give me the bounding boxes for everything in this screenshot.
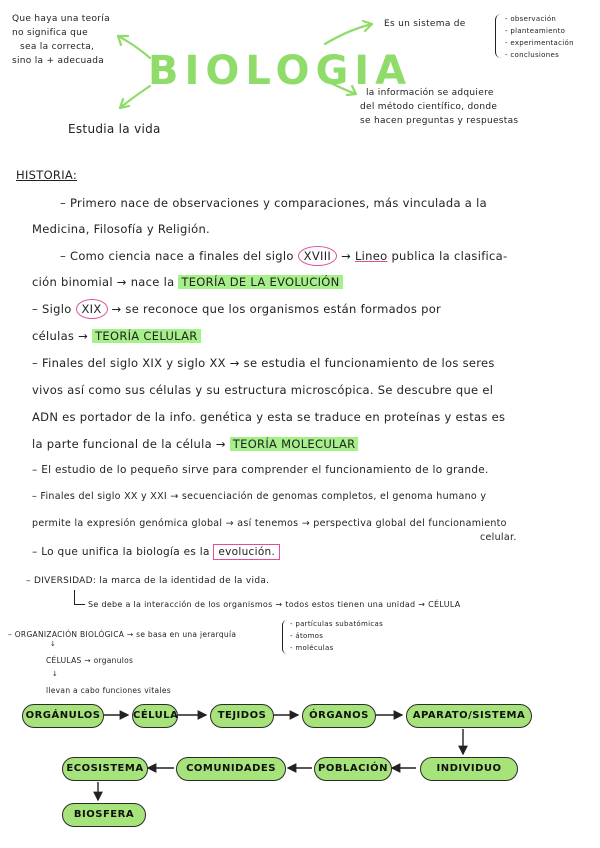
century-xix: XIX	[76, 299, 108, 319]
node-tejidos: TEJIDOS	[210, 704, 274, 728]
system-item: - experimentación	[505, 39, 574, 47]
evolution-theory-highlight: TEORÍA DE LA EVOLUCIÓN	[178, 275, 342, 289]
historia-line: vivos así como sus células y su estructura microscópica. Se descubre que el	[32, 383, 494, 397]
info-note-line: se hacen preguntas y respuestas	[360, 116, 519, 126]
page-title: BIOLOGIA	[148, 48, 413, 94]
system-item: - observación	[505, 15, 557, 23]
evolution-box: evolución.	[213, 544, 280, 560]
down-arrow-icon: ↓	[52, 670, 59, 678]
theory-note-line: no significa que	[12, 28, 88, 38]
diversity-detail: Se debe a la interacción de los organismos → todos estos tienen una unidad → CÉLULA	[88, 600, 461, 609]
historia-line: permite la expresión genómica global → así tenemos → perspectiva global del funcionamiento	[32, 518, 507, 529]
arrow: →	[341, 249, 351, 263]
historia-line: – Primero nace de observaciones y comparaciones, más vinculada a la	[60, 196, 487, 210]
text: – Lo que unifica la biología es la	[32, 546, 210, 558]
node-organos: ÓRGANOS	[302, 704, 376, 728]
text: → se reconoce que los organismos están formados por	[111, 302, 442, 316]
organization-item: - átomos	[290, 632, 324, 640]
vital-functions: llevan a cabo funciones vitales	[46, 686, 171, 695]
theory-note-line: Que haya una teoría	[12, 14, 110, 24]
text: – Siglo	[32, 302, 72, 316]
system-item: - planteamiento	[505, 27, 566, 35]
organization-item: - moléculas	[290, 644, 334, 652]
text: ción binomial → nace la	[32, 275, 175, 289]
cell-theory-highlight: TEORÍA CELULAR	[92, 329, 201, 343]
linneo: Lineo	[354, 249, 388, 263]
historia-line: – El estudio de lo pequeño sirve para comprender el funcionamiento de lo grande.	[32, 464, 489, 476]
node-aparato-sistema: APARATO/SISTEMA	[406, 704, 532, 728]
organization-line: – ORGANIZACIÓN BIOLÓGICA → se basa en una jerarquía	[8, 630, 237, 639]
node-comunidades: COMUNIDADES	[176, 757, 286, 781]
info-note-line: del método científico, donde	[360, 102, 498, 112]
historia-line: – Finales del siglo XIX y siglo XX → se estudia el funcionamiento de los seres	[32, 356, 495, 370]
diversity-line: – DIVERSIDAD: la marca de la identidad de la vida.	[26, 576, 270, 586]
historia-line: Medicina, Filosofía y Religión.	[32, 222, 211, 236]
molecular-theory-highlight: TEORÍA MOLECULAR	[230, 437, 359, 451]
historia-line: celular.	[480, 532, 517, 543]
node-biosfera: BIOSFERA	[62, 803, 146, 827]
historia-line: ADN es portador de la info. genética y esta se traduce en proteínas y estas es	[32, 410, 506, 424]
info-note-line: la información se adquiere	[366, 88, 494, 98]
studies-life-note: Estudia la vida	[68, 122, 161, 136]
node-poblacion: POBLACIÓN	[314, 757, 392, 781]
node-individuo: INDIVIDUO	[420, 757, 518, 781]
text: células →	[32, 329, 89, 343]
theory-note-line: sino la + adecuada	[12, 56, 105, 66]
node-ecosistema: ECOSISTEMA	[62, 757, 148, 781]
text: publica la clasifica-	[391, 249, 508, 263]
text: la parte funcional de la célula →	[32, 437, 226, 451]
node-celula: CÉLULA	[132, 704, 178, 728]
down-arrow-icon: ↓	[50, 640, 57, 648]
historia-heading: HISTORIA:	[16, 168, 78, 182]
theory-note-line: sea la correcta,	[20, 42, 95, 52]
organization-item: - partículas subatómicas	[290, 620, 384, 628]
system-item: - conclusiones	[505, 51, 560, 59]
century-xviii: XVIII	[298, 246, 337, 266]
node-organulos: ORGÁNULOS	[22, 704, 104, 728]
system-label: Es un sistema de	[384, 19, 466, 29]
cells-organelles: CÉLULAS → organulos	[46, 656, 134, 665]
historia-line: – Finales del siglo XX y XXI → secuenciación de genomas completos, el genoma humano y	[32, 491, 487, 502]
text: – Como ciencia nace a finales del siglo	[60, 249, 294, 263]
